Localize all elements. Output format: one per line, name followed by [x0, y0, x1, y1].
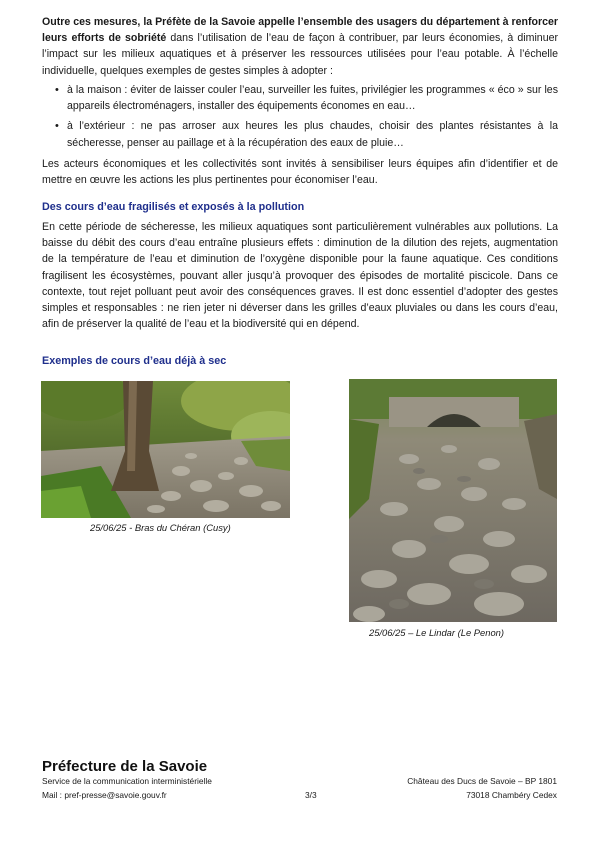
photo-bras-du-cheran: [41, 381, 290, 518]
intro-rest: dans l’utilisation de l’eau de façon à contribuer, par leurs économies, à diminuer l’impact sur les milieux aquatiques et à préserver les ressources utilisées pour l’eau potable. À l’échelle individuelle, quelques exemples de gestes simples à adopter :: [42, 32, 559, 77]
list-item: [42, 118, 558, 150]
section-heading-pollution: Des cours d’eau fragilisés et exposés à la pollution: [42, 201, 305, 213]
section-heading-examples: Exemples de cours d’eau déjà à sec: [42, 355, 227, 367]
photo-caption: 25/06/25 - Bras du Chéran (Cusy): [90, 522, 231, 533]
footer-address-line2: 73018 Chambéry Cedex: [466, 790, 557, 800]
footer-address-line1: Château des Ducs de Savoie – BP 1801: [407, 776, 557, 786]
photo-le-lindar: [349, 379, 557, 622]
footer-mail: Mail : pref-presse@savoie.gouv.fr: [42, 790, 167, 800]
list-item-text: à la maison : éviter de laisser couler l’eau, surveiller les fuites, privilégier les programmes « éco » sur les appareils électroménagers, installer des équipements économes en eau…: [67, 84, 558, 113]
photo-caption: 25/06/25 – Le Lindar (Le Penon): [369, 627, 504, 638]
page-number: 3/3: [305, 790, 317, 800]
intro-bold: Outre ces mesures, la Préfète de la Savoie appelle l’ensemble des usagers du département à renforcer leurs efforts de sobriété: [42, 16, 558, 45]
footer-service: Service de la communication interministérielle: [42, 776, 212, 786]
footer-title: Préfecture de la Savoie: [42, 758, 208, 775]
gestes-list: [42, 82, 558, 155]
intro-paragraph: [42, 14, 558, 79]
closing-paragraph: Les acteurs économiques et les collectivités sont invités à sensibiliser leurs équipes afin d’identifier et de mettre en œuvre les actions les plus pertinentes pour économiser l’eau.: [42, 158, 558, 187]
list-item: [42, 82, 558, 114]
list-item-text: à l’extérieur : ne pas arroser aux heures les plus chaudes, choisir des plantes résistantes à la sécheresse, penser au paillage et à la récupération des eaux de pluie…: [67, 120, 558, 149]
pollution-paragraph: En cette période de sécheresse, les milieux aquatiques sont particulièrement vulnérables aux pollutions. La baisse du débit des cours d’eau entraîne plusieurs effets : diminution de la dilution des rejets, augmentation de la température de l’eau et diminution de l’oxygène disponible pour la faune aquatique. Ces conditions fragilisent les écosystèmes, pouvant aller jusqu’à provoquer des épisodes de mortalité piscicole. Dans ce contexte, tout rejet polluant peut avoir des conséquences graves. Il est donc essentiel d’adopter des gestes simples et responsables : ne rien jeter ni déverser dans les grilles d’eaux pluviales ou dans les cours d’eau, afin de préserver la qualité de l’eau et la biodiversité qui en dépend.: [42, 221, 558, 331]
